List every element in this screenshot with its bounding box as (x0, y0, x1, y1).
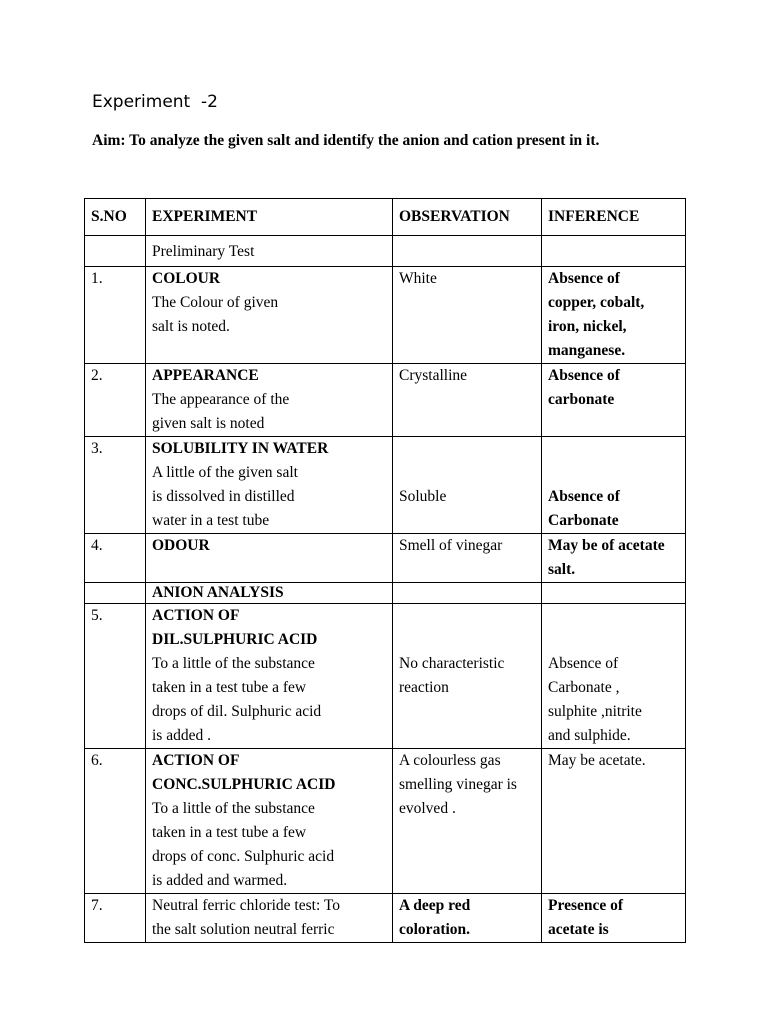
row-inference (542, 267, 686, 364)
row-experiment (146, 894, 393, 943)
row-observation (393, 894, 542, 943)
experiment-line: the salt solution neutral ferric (152, 921, 335, 938)
row-inference (542, 583, 686, 604)
row-observation (393, 364, 542, 437)
experiment-line: The appearance of the (152, 391, 290, 408)
row-observation (393, 749, 542, 894)
row-experiment (146, 267, 393, 364)
observation-line: No characteristic (399, 655, 505, 672)
aim-statement: Aim: To analyze the given salt and identify the anion and cation present in it. (92, 132, 600, 149)
row-sno: 4. (85, 534, 146, 583)
row-inference (542, 894, 686, 943)
table-row (85, 604, 686, 749)
inference-line: May be of acetate (548, 537, 665, 554)
table-header-row (85, 199, 686, 236)
inference-line: Carbonate (548, 512, 619, 529)
experiment-line: is added . (152, 727, 211, 744)
inference-line: Carbonate , (548, 679, 620, 696)
row-sno: 2. (85, 364, 146, 437)
table-row (85, 437, 686, 534)
row-inference (542, 364, 686, 437)
row-observation (393, 437, 542, 534)
page-title: Experiment -2 (92, 92, 218, 112)
row-experiment (146, 437, 393, 534)
experiment-line: taken in a test tube a few (152, 679, 307, 696)
experiment-line: is added and warmed. (152, 872, 288, 889)
table-row (85, 894, 686, 943)
row-experiment (146, 534, 393, 583)
experiment-line: taken in a test tube a few (152, 824, 307, 841)
experiment-table (84, 198, 686, 943)
row-experiment (146, 749, 393, 894)
inference-line: Absence of (548, 367, 620, 384)
inference-line: Absence of (548, 270, 620, 287)
observation-line: reaction (399, 679, 449, 696)
header-observation: OBSERVATION (393, 199, 542, 236)
inference-line: and sulphide. (548, 727, 631, 744)
row-experiment (146, 364, 393, 437)
inference-line: salt. (548, 561, 576, 578)
inference-line: sulphite ,nitrite (548, 703, 642, 720)
observation-line: A colourless gas (399, 752, 501, 769)
observation-line: Soluble (399, 488, 447, 505)
observation-line: evolved . (399, 800, 456, 817)
experiment-title: SOLUBILITY IN WATER (152, 440, 329, 457)
row-observation (393, 583, 542, 604)
observation-line: White (399, 270, 437, 287)
row-inference (542, 604, 686, 749)
header-inference: INFERENCE (542, 199, 686, 236)
row-sno: 7. (85, 894, 146, 943)
experiment-line: Preliminary Test (152, 243, 255, 260)
row-experiment (146, 604, 393, 749)
row-sno: 6. (85, 749, 146, 894)
experiment-title: ODOUR (152, 537, 210, 554)
observation-line: A deep red (399, 897, 471, 914)
experiment-line: A little of the given salt (152, 464, 298, 481)
observation-line: coloration. (399, 921, 471, 938)
experiment-line: given salt is noted (152, 415, 265, 432)
observation-line: Smell of vinegar (399, 537, 503, 554)
header-sno: S.NO (85, 199, 146, 236)
row-experiment (146, 236, 393, 267)
row-inference (542, 534, 686, 583)
row-inference (542, 749, 686, 894)
experiment-line: salt is noted. (152, 318, 230, 335)
experiment-line: The Colour of given (152, 294, 279, 311)
table-row (85, 749, 686, 894)
row-sno: 1. (85, 267, 146, 364)
inference-line: carbonate (548, 391, 615, 408)
row-experiment (146, 583, 393, 604)
inference-line: acetate is (548, 921, 609, 938)
table-row (85, 236, 686, 267)
experiment-line: drops of dil. Sulphuric acid (152, 703, 322, 720)
experiment-title: ACTION OF DIL.SULPHURIC ACID (152, 607, 318, 648)
experiment-title: ACTION OF CONC.SULPHURIC ACID (152, 752, 336, 793)
table-row (85, 534, 686, 583)
experiment-line: To a little of the substance (152, 655, 315, 672)
row-observation (393, 267, 542, 364)
row-observation (393, 604, 542, 749)
inference-line: copper, cobalt, (548, 294, 645, 311)
row-inference (542, 236, 686, 267)
header-experiment: EXPERIMENT (146, 199, 393, 236)
experiment-line: water in a test tube (152, 512, 270, 529)
experiment-line: Neutral ferric chloride test: To (152, 897, 340, 914)
observation-line: Crystalline (399, 367, 468, 384)
row-observation (393, 534, 542, 583)
observation-line: smelling vinegar is (399, 776, 517, 793)
table-row (85, 364, 686, 437)
row-inference (542, 437, 686, 534)
row-sno: 3. (85, 437, 146, 534)
inference-line: Presence of (548, 897, 624, 914)
experiment-line: is dissolved in distilled (152, 488, 295, 505)
experiment-title: ANION ANALYSIS (152, 584, 284, 601)
row-sno (85, 236, 146, 267)
inference-line: Absence of (548, 655, 619, 672)
experiment-line: drops of conc. Sulphuric acid (152, 848, 335, 865)
experiment-line: To a little of the substance (152, 800, 315, 817)
inference-line: iron, nickel, (548, 318, 627, 335)
row-sno (85, 583, 146, 604)
table-row (85, 267, 686, 364)
inference-line: manganese. (548, 342, 626, 359)
inference-line: May be acetate. (548, 752, 646, 769)
experiment-title: APPEARANCE (152, 367, 259, 384)
row-sno: 5. (85, 604, 146, 749)
row-observation (393, 236, 542, 267)
inference-line: Absence of (548, 488, 620, 505)
table-row (85, 583, 686, 604)
experiment-title: COLOUR (152, 270, 221, 287)
